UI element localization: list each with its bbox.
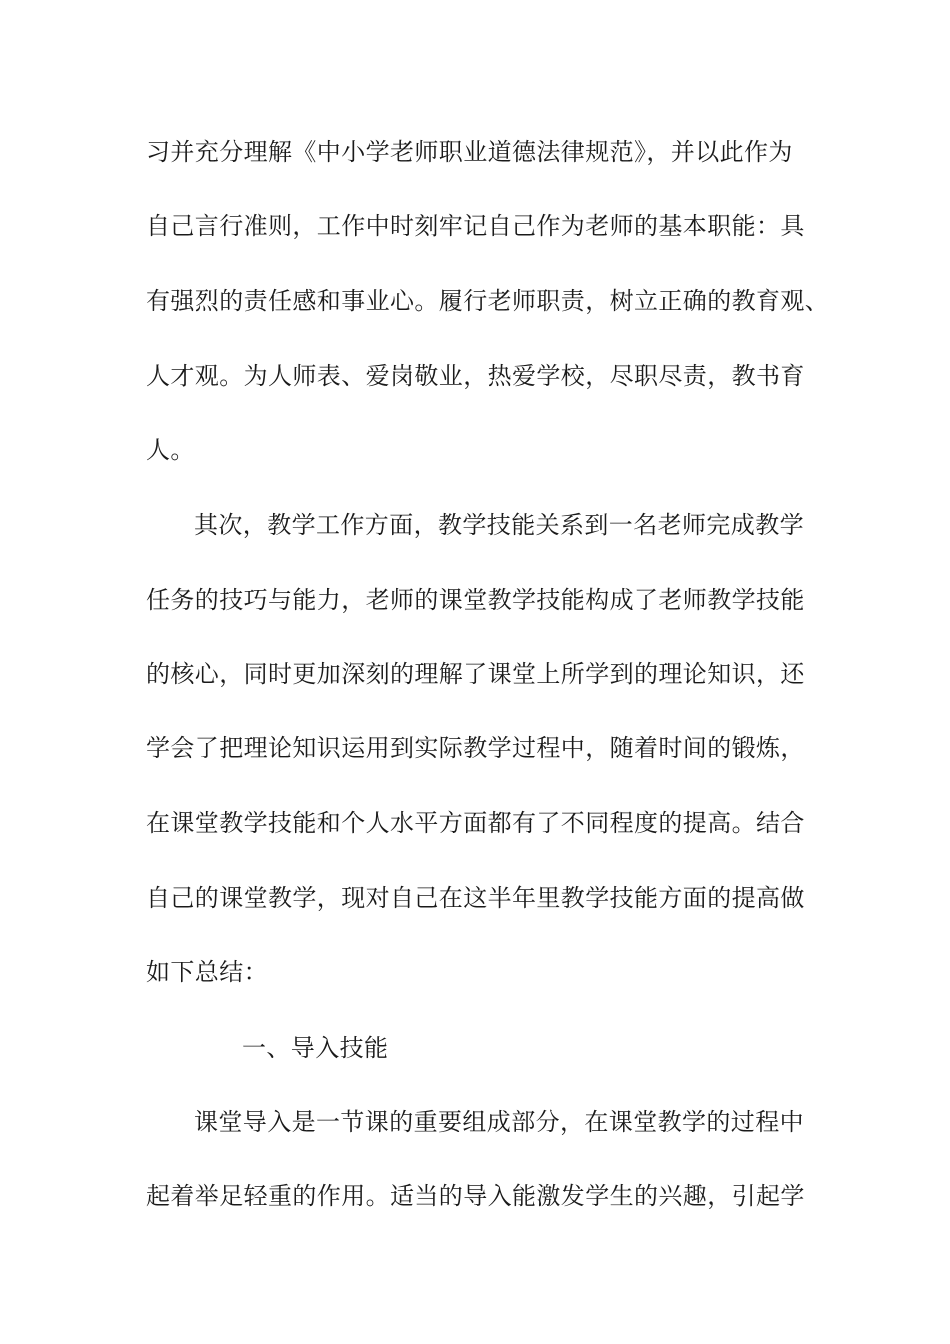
paragraph-start-line: 课堂导入是一节课的重要组成部分，在课堂教学的过程中 [194, 1108, 804, 1136]
text-line: 自己言行准则，工作中时刻牢记自己作为老师的基本职能：具 [146, 212, 805, 240]
paragraph-start-line: 其次，教学工作方面，教学技能关系到一名老师完成教学 [194, 511, 804, 539]
text-line: 的核心，同时更加深刻的理解了课堂上所学到的理论知识，还 [146, 660, 805, 688]
text-line: 有强烈的责任感和事业心。履行老师职责，树立正确的教育观、 [146, 287, 830, 315]
text-line: 人才观。为人师表、爱岗敬业，热爱学校，尽职尽责，教书育 [146, 362, 805, 390]
text-line: 人。 [146, 436, 195, 464]
text-line: 起着举足轻重的作用。适当的导入能激发学生的兴趣，引起学 [146, 1182, 805, 1210]
text-line: 如下总结： [146, 958, 268, 986]
text-line: 在课堂教学技能和个人水平方面都有了不同程度的提高。结合 [146, 809, 805, 837]
text-line: 任务的技巧与能力，老师的课堂教学技能构成了老师教学技能 [146, 586, 805, 614]
text-line: 自己的课堂教学，现对自己在这半年里教学技能方面的提高做 [146, 884, 805, 912]
section-heading: 一、导入技能 [242, 1034, 389, 1062]
text-line: 习并充分理解《中小学老师职业道德法律规范》，并以此作为 [146, 138, 793, 166]
text-line: 学会了把理论知识运用到实际教学过程中，随着时间的锻炼， [146, 734, 805, 762]
